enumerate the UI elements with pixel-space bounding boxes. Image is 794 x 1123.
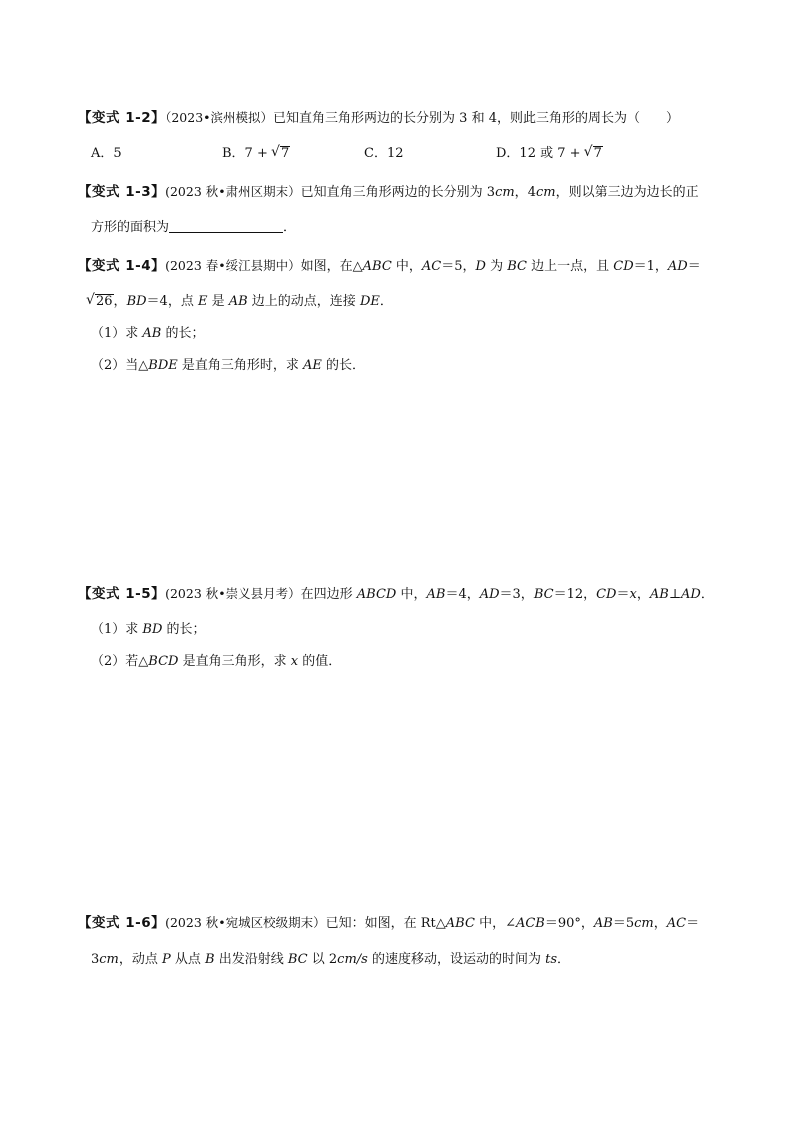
question-1-4: 【变式 1-4】(2023 春•绥江县期中）如图，在△ABC 中，AC＝5，D 为 BC 边上一点，且 CD＝1，AD＝: [78, 258, 701, 274]
question-source: (2023 秋•肃州区期末）: [165, 184, 301, 199]
question-1-6-line2: 3cm，动点 P 从点 B 出发沿射线 BC 以 2cm/s 的速度移动，设运动的时间为 ts．: [91, 952, 571, 967]
option-c: C．12: [364, 146, 404, 161]
question-1-5: 【变式 1-5】(2023 秋•崇义县月考）在四边形 ABCD 中，AB＝4，AD＝3，BC＝12，CD＝x，AB⊥AD．: [78, 586, 714, 602]
sub-question-2: （2）若△BCD 是直角三角形，求 x 的值．: [91, 654, 342, 669]
option-d: D．12 或 7 + √ 7: [496, 144, 603, 164]
question-1-4-line2: √ 26，BD＝4，点 E 是 AB 边上的动点，连接 DE．: [87, 292, 393, 312]
question-1-3-line2: 方形的面积为 ．: [91, 220, 297, 235]
question-tag: 【变式 1-6】: [78, 915, 166, 931]
question-stem: 已知直角三角形两边的长分别为 3 和 4，则此三角形的周长为（ ）: [273, 111, 679, 126]
question-tag: 【变式 1-2】: [78, 110, 166, 126]
option-b: B．7 + √ 7: [222, 144, 290, 164]
question-source: (2023 秋•宛城区校级期末）: [165, 915, 326, 930]
sub-question-1: （1）求 AB 的长；: [91, 326, 205, 341]
question-1-2: [78, 108, 679, 129]
question-1-6: 【变式 1-6】(2023 秋•宛城区校级期末）已知：如图，在 Rt△ABC 中，∠ACB＝90°，AB＝5cm，AC＝: [78, 915, 700, 931]
question-tag: 【变式 1-3】: [78, 184, 166, 200]
option-a: A．5: [91, 146, 122, 161]
question-tag: 【变式 1-5】: [78, 586, 166, 602]
question-source: (2023 春•绥江县期中）: [165, 258, 301, 273]
question-1-3: 【变式 1-3】(2023 秋•肃州区期末）已知直角三角形两边的长分别为 3cm，4cm，则以第三边为边长的正: [78, 184, 699, 200]
question-source: (2023 秋•崇义县月考）: [165, 586, 301, 601]
question-tag: 【变式 1-4】: [78, 258, 166, 274]
question-source: （2023•滨州模拟）: [165, 110, 274, 125]
sub-question-2: （2）当△BDE 是直角三角形时，求 AE 的长．: [91, 358, 366, 373]
sub-question-1: （1）求 BD 的长；: [91, 622, 206, 637]
answer-blank[interactable]: [169, 218, 283, 233]
